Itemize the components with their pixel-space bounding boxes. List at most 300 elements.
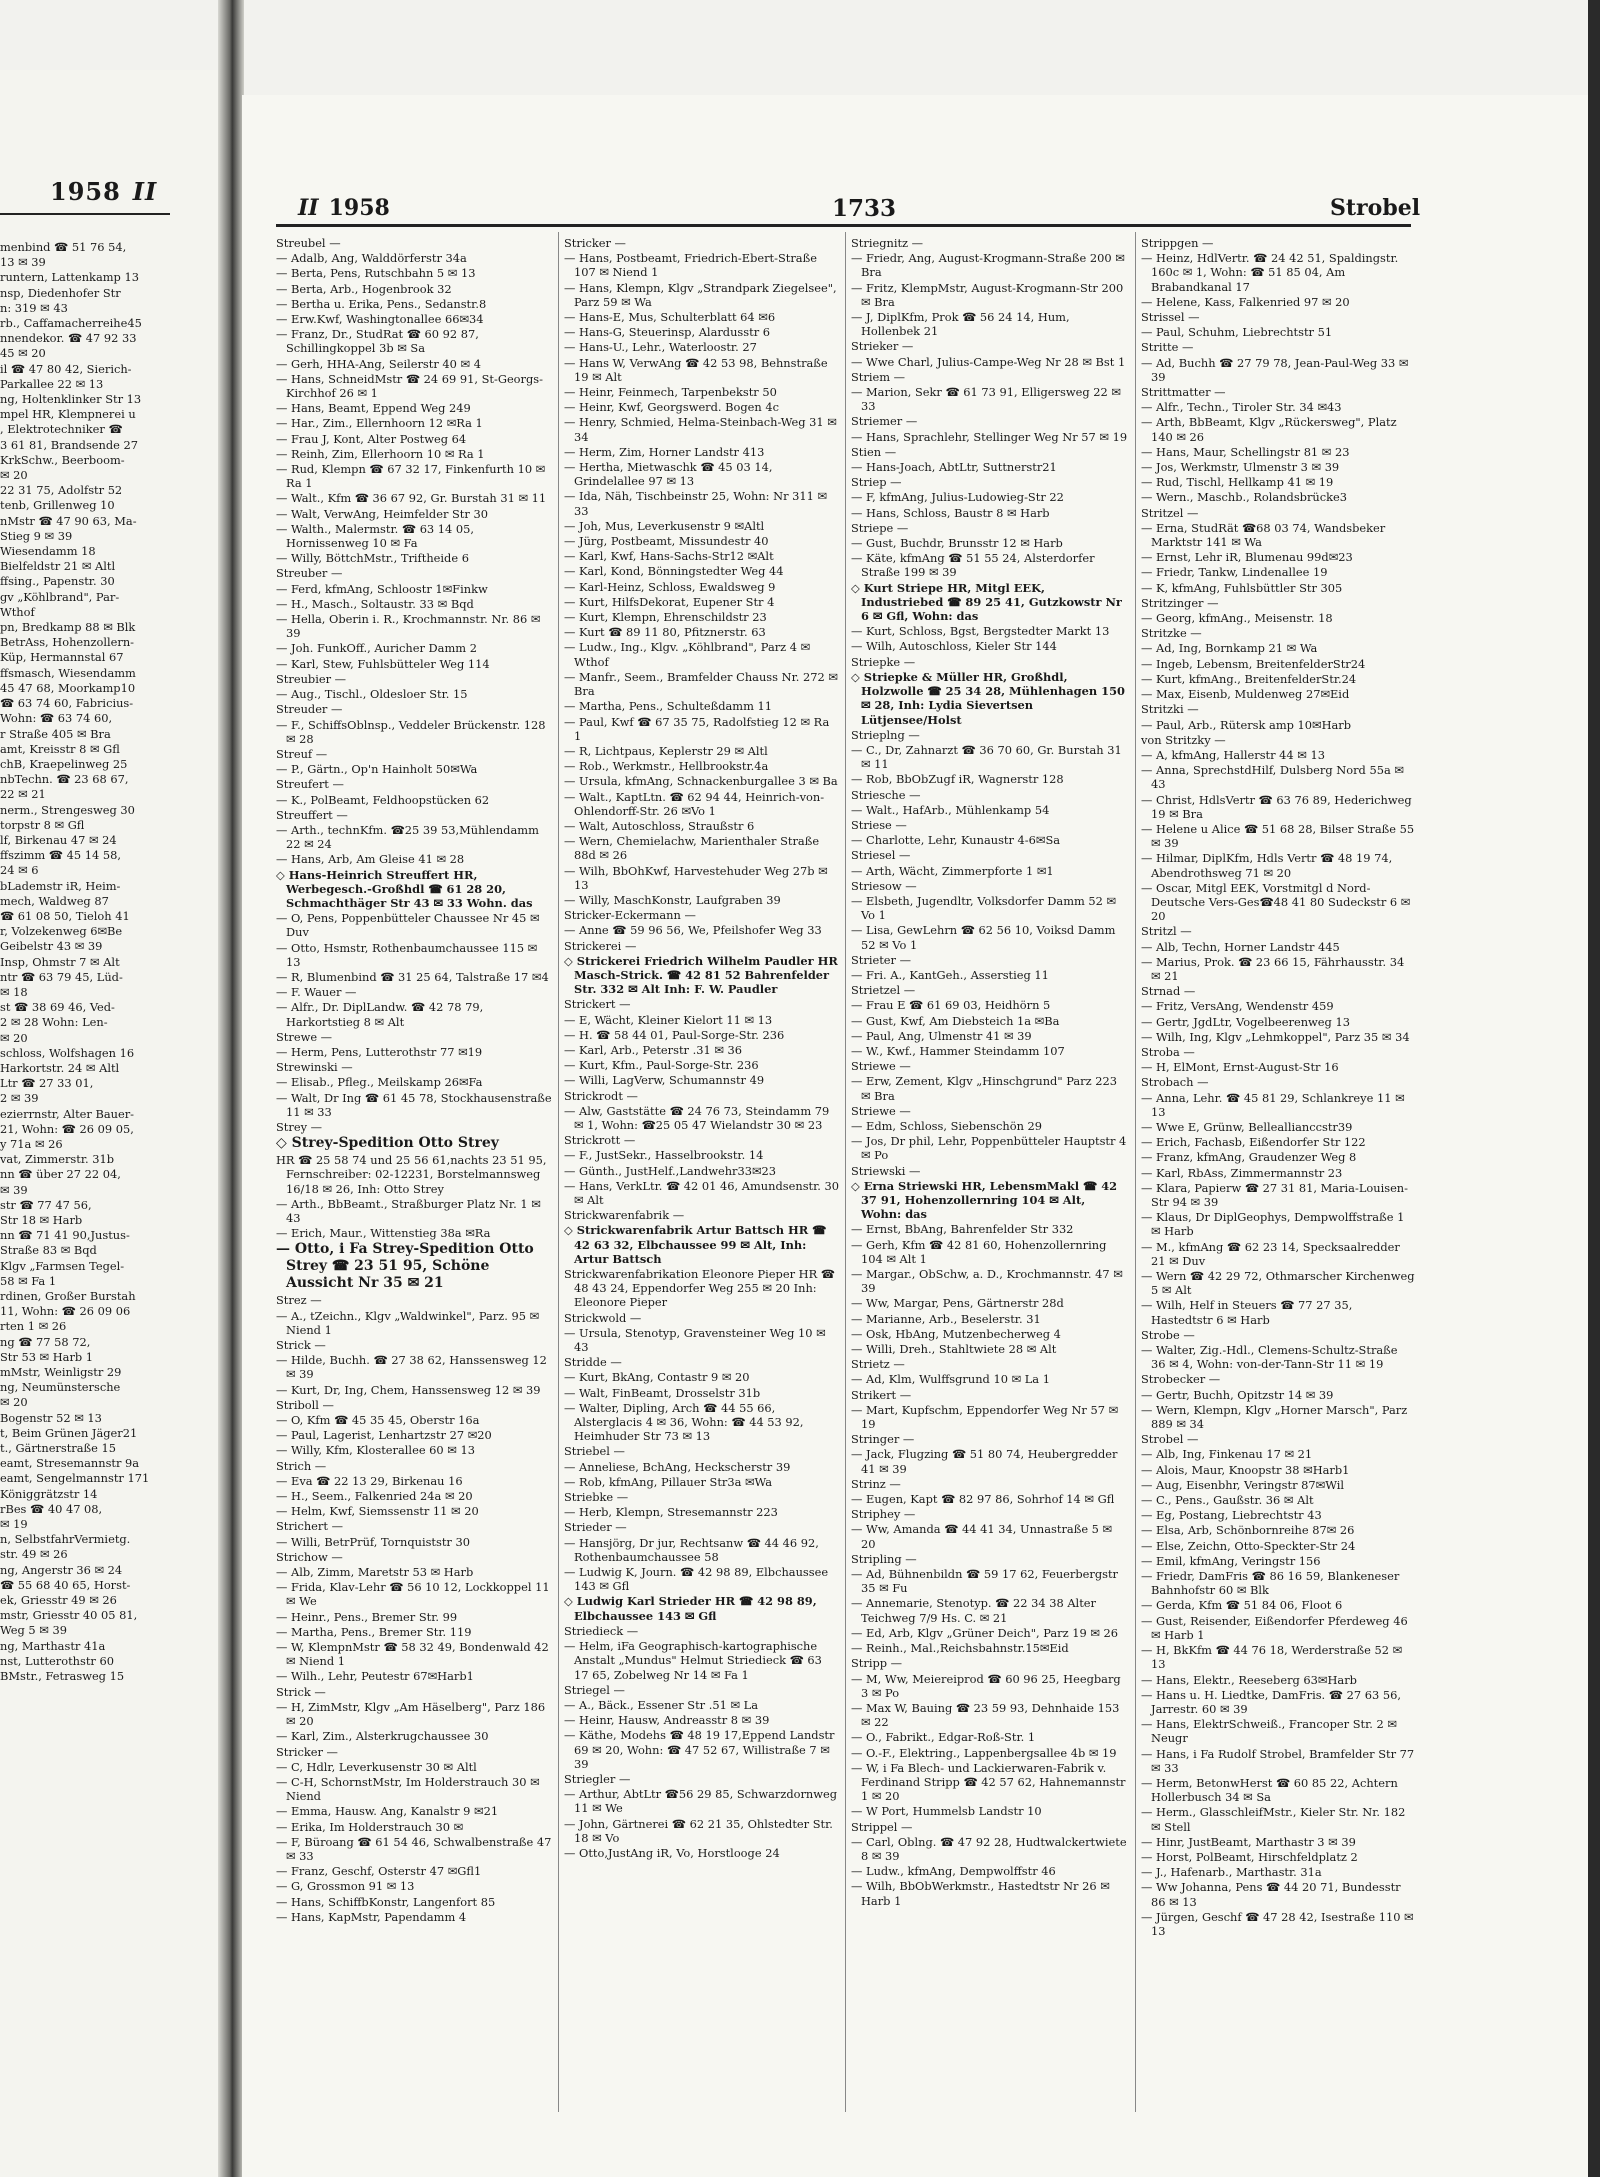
left-page-entry: Str 18 ✉ Harb <box>0 1213 83 1227</box>
directory-entry: Striebke — <box>564 1490 629 1505</box>
directory-entry: — Christ, HdlsVertr ☎ 63 76 89, Hederichweg 19 ✉ Bra <box>1141 792 1412 821</box>
directory-entry: ◇ Kurt Striepe HR, Mitgl EEK, Industriebed ☎ 89 25 41, Gutzkowstr Nr 6 ✉ Gfl, Wohn: das <box>851 580 1122 624</box>
directory-entry: — Elisab., Pfleg., Meilskamp 26✉Fa <box>276 1075 483 1090</box>
directory-entry: — F. Wauer — <box>276 985 357 1000</box>
left-page-volume: II <box>132 177 158 206</box>
directory-entry: Striegel — <box>564 1682 625 1697</box>
directory-entry: — Osk, HbAng, Mutzenbecherweg 4 <box>851 1326 1061 1341</box>
directory-entry: — Hans, ElektrSchweiß., Francoper Str. 2 ✉ Neugr <box>1141 1717 1397 1746</box>
left-page-entry: ng, Marthastr 41a <box>0 1638 106 1653</box>
directory-entry: — Anna, SprechstdHilf, Dulsberg Nord 55a ✉ 43 <box>1141 763 1404 792</box>
directory-entry: — Helm, Kwf, Siemssenstr 11 ✉ 20 <box>276 1504 479 1519</box>
directory-entry: — J., Hafenarb., Marthastr. 31a <box>1141 1865 1322 1880</box>
directory-entry: — Arth, BbBeamt, Klgv „Rückersweg", Platz 140 ✉ 26 <box>1141 415 1397 444</box>
directory-entry: Strickert — <box>564 997 631 1012</box>
directory-entry: — Walter, Dipling, Arch ☎ 44 55 66, Alsterglacis 4 ✉ 36, Wohn: ☎ 44 53 92, Heimhuder Str 73 ✉ 13 <box>564 1400 804 1444</box>
directory-entry: — Alois, Maur, Knoopstr 38 ✉Harb1 <box>1141 1462 1350 1477</box>
left-page-entry: il ☎ 47 80 42, Sierich- <box>0 361 132 376</box>
directory-entry: Striebel — <box>564 1444 625 1459</box>
directory-entry: — Walt, Dr Ing ☎ 61 45 78, Stockhausenstraße 11 ✉ 33 <box>276 1090 552 1119</box>
directory-entry: — Aug, Eisenbhr, Veringstr 87✉Wil <box>1141 1477 1345 1492</box>
directory-entry: — Wilh, Ing, Klgv „Lehmkoppel", Parz 35 ✉ 34 <box>1141 1029 1410 1044</box>
directory-entry: HR ☎ 25 58 74 und 25 56 61,nachts 23 51 95, Fernschreiber: 02-12231, Borstelmannsweg 16/18 ✉ 26, Inh: Otto Strey <box>276 1153 547 1196</box>
directory-entry: — Ludw., kfmAng, Dempwolffstr 46 <box>851 1864 1056 1879</box>
directory-entry: Stricker — <box>564 236 626 250</box>
directory-entry: — Erw, Zement, Klgv „Hinschgrund" Parz 223 ✉ Bra <box>851 1074 1117 1103</box>
directory-entry: — Herb, Klempn, Stresemannstr 223 <box>564 1505 778 1520</box>
left-page-entry: eamt, Sengelmannstr 171 <box>0 1471 150 1486</box>
directory-entry: Strewe — <box>276 1029 333 1044</box>
left-page-entry: Ltr ☎ 27 33 01, <box>0 1076 94 1091</box>
directory-entry: Strickwold — <box>564 1310 642 1325</box>
directory-entry: — Fritz, KlempMstr, August-Krogmann-Str 200 ✉ Bra <box>851 280 1124 309</box>
left-page-entry: ☎ 63 74 60, Fabricius- <box>0 696 134 711</box>
directory-column-2 <box>564 236 840 1861</box>
directory-entry: — Wilh, Autoschloss, Kieler Str 144 <box>851 639 1057 654</box>
left-page-entry: 11, Wohn: ☎ 26 09 06 <box>0 1304 131 1319</box>
directory-entry: — Gerh, HHA-Ang, Seilerstr 40 ✉ 4 <box>276 356 481 371</box>
directory-entry: — Hans, Postbeamt, Friedrich-Ebert-Straße 107 ✉ Niend 1 <box>564 251 817 280</box>
directory-entry: — Hansjörg, Dr jur, Rechtsanw ☎ 44 46 92, Rothenbaumchaussee 58 <box>564 1535 819 1564</box>
left-page-entry: 2 ✉ 28 Wohn: Len- <box>0 1015 108 1030</box>
left-page-entry: ffszimm ☎ 45 14 58, <box>0 848 121 863</box>
directory-entry: — Rob., Werkmstr., Hellbrookstr.4a <box>564 759 769 774</box>
left-page-entry: nn ☎ 71 41 90,Justus- <box>0 1228 130 1243</box>
running-head-left <box>298 195 390 221</box>
directory-entry: — F., JustSekr., Hasselbrookstr. 14 <box>564 1148 764 1163</box>
directory-entry: — C., Pens., Gaußstr. 36 ✉ Alt <box>1141 1493 1314 1508</box>
directory-entry: — J, DiplKfm, Prok ☎ 56 24 14, Hum, Hollenbek 21 <box>851 310 1070 339</box>
directory-entry: — Hans, VerkLtr. ☎ 42 01 46, Amundsenstr. 30 ✉ Alt <box>564 1178 840 1207</box>
directory-column-3 <box>851 236 1129 1909</box>
directory-entry: — Hans, Maur, Schellingstr 81 ✉ 23 <box>1141 444 1350 459</box>
directory-entry: — Karl, Zim., Alsterkrugchaussee 30 <box>276 1729 489 1744</box>
directory-entry: — Hinr, JustBeamt, Marthastr 3 ✉ 39 <box>1141 1834 1356 1849</box>
directory-entry: — Hans, SchiffbKonstr, Langenfort 85 <box>276 1894 496 1909</box>
directory-entry: Striphey — <box>851 1507 916 1522</box>
left-page-entry: Parkallee 22 ✉ 13 <box>0 376 104 391</box>
directory-entry: Streufert — <box>276 777 344 792</box>
directory-entry: Striese — <box>851 817 907 832</box>
directory-entry: — Helene, Kass, Falkenried 97 ✉ 20 <box>1141 294 1350 309</box>
directory-entry: Strickrott — <box>564 1133 636 1148</box>
directory-entry: — Friedr, Tankw, Lindenallee 19 <box>1141 565 1328 580</box>
directory-entry: — C, Hdlr, Leverkusenstr 30 ✉ Altl <box>276 1759 477 1774</box>
directory-entry: — Marion, Sekr ☎ 61 73 91, Elligersweg 22 ✉ 33 <box>851 385 1121 414</box>
directory-entry: — Heinr, Kwf, Georgswerd. Bogen 4c <box>564 400 780 415</box>
left-page-entry: ek, Griesstr 49 ✉ 26 <box>0 1593 117 1608</box>
directory-entry: — Walt, FinBeamt, Drosselstr 31b <box>564 1385 761 1400</box>
directory-entry: — Alw, Gaststätte ☎ 24 76 73, Steindamm 79 ✉ 1, Wohn: ☎25 05 47 Wielandstr 30 ✉ 23 <box>564 1103 830 1132</box>
directory-entry: Striedieck — <box>564 1623 639 1638</box>
directory-entry: — Paul, Kwf ☎ 67 35 75, Radolfstieg 12 ✉ Ra 1 <box>564 714 830 743</box>
directory-entry: — Ed, Arb, Klgv „Grüner Deich", Parz 19 ✉ 26 <box>851 1625 1118 1640</box>
directory-entry: — Frau E ☎ 61 69 03, Heidhörn 5 <box>851 998 1051 1013</box>
directory-entry: Strickrodt — <box>564 1088 638 1103</box>
directory-entry: — Emil, kfmAng, Veringstr 156 <box>1141 1553 1321 1568</box>
left-page-entry: torpstr 8 ✉ Gfl <box>0 817 85 832</box>
left-page-entry: ✉ 18 <box>0 984 28 999</box>
directory-entry: — Gerh, Kfm ☎ 42 81 60, Hohenzollernring 104 ✉ Alt 1 <box>851 1237 1107 1266</box>
left-page-entry: ✉ 20 <box>0 1030 28 1045</box>
directory-entry: — Edm, Schloss, Siebenschön 29 <box>851 1118 1043 1133</box>
left-page-entry: ezierrnstr, Alter Bauer- <box>0 1106 134 1121</box>
directory-entry: — Hans-G, Steuerinsp, Alardusstr 6 <box>564 325 771 340</box>
directory-entry: — C-H, SchornstMstr, Im Holderstrauch 30 ✉ Niend <box>276 1774 540 1804</box>
directory-entry: Streubier — <box>276 671 347 686</box>
left-page-entry: ☎ 55 68 40 65, Horst- <box>0 1577 131 1592</box>
left-page-entry: Wiesendamm 18 <box>0 544 96 559</box>
directory-entry: — Karl, RbAss, Zimmermannstr 23 <box>1141 1165 1343 1180</box>
left-page-entry: mstr, Griesstr 40 05 81, <box>0 1608 138 1623</box>
left-page-entry: Str 53 ✉ Harb 1 <box>0 1349 94 1364</box>
directory-entry: Stritte — <box>1141 340 1194 355</box>
directory-entry: Strobecker — <box>1141 1372 1221 1387</box>
directory-entry: Strikert — <box>851 1387 912 1402</box>
directory-entry: — Gertr, JgdLtr, Vogelbeerenweg 13 <box>1141 1014 1350 1029</box>
left-page-entry: BMstr., Fetrasweg 15 <box>0 1669 125 1684</box>
left-page-entry: Weg 5 ✉ 39 <box>0 1623 67 1638</box>
directory-entry: — F, Büroang ☎ 61 54 46, Schwalbenstraße 47 ✉ 33 <box>276 1834 552 1863</box>
left-page-entry: Harkortstr. 24 ✉ Altl <box>0 1060 120 1075</box>
left-page-entry: Straße 83 ✉ Bqd <box>0 1243 97 1258</box>
directory-entry: — Annemarie, Stenotyp. ☎ 22 34 38 Alter Teichweg 7/9 Hs. C. ✉ 21 <box>851 1596 1096 1625</box>
directory-entry: ◇ Striepke & Müller HR, Großhdl, Holzwolle ☎ 25 34 28, Mühlenhagen 150 ✉ 28, Inh: Lydia Sievertsen Lütjensee/Holst <box>851 669 1125 727</box>
directory-entry: — Klaus, Dr DiplGeophys, Dempwolffstraße 1 ✉ Harb <box>1141 1210 1405 1239</box>
directory-entry: — Erika, Im Holderstrauch 30 ✉ <box>276 1819 464 1834</box>
directory-entry: — Anneliese, BchAng, Heckscherstr 39 <box>564 1459 791 1474</box>
directory-entry: — Willi, Dreh., Stahltwiete 28 ✉ Alt <box>851 1342 1057 1357</box>
directory-entry: Strippgen — <box>1141 236 1214 250</box>
left-page-entry: 45 ✉ 20 <box>0 346 46 361</box>
left-page-entry: chB, Kraepelinweg 25 <box>0 756 128 771</box>
directory-entry: Stroba — <box>1141 1044 1195 1059</box>
directory-entry: — Otto,JustAng iR, Vo, Horstlooge 24 <box>564 1845 780 1860</box>
directory-entry: Striewe — <box>851 1059 911 1074</box>
directory-entry: — Hans, Klempn, Klgv „Strandpark Ziegelsee", Parz 59 ✉ Wa <box>564 280 837 309</box>
directory-entry: — Ad, Bühnenbildn ☎ 59 17 62, Feuerbergstr 35 ✉ Fu <box>851 1567 1119 1596</box>
directory-entry: — W., Kwf., Hammer Steindamm 107 <box>851 1043 1065 1058</box>
left-page-entry: ✉ 39 <box>0 1182 28 1197</box>
left-page-entry: amt, Kreisstr 8 ✉ Gfl <box>0 741 120 756</box>
directory-entry: — Hertha, Mietwaschk ☎ 45 03 14, Grindelallee 97 ✉ 13 <box>564 460 773 489</box>
left-page-entry: ng, Neumünstersche <box>0 1380 121 1395</box>
directory-entry: — Wilh, BbOhKwf, Harvestehuder Weg 27b ✉ 13 <box>564 863 828 892</box>
directory-entry: — Ww, Amanda ☎ 44 41 34, Unnastraße 5 ✉ 20 <box>851 1522 1113 1551</box>
left-page-entry: 22 31 75, Adolfstr 52 <box>0 483 123 498</box>
directory-entry: — Karl, Arb., Peterstr .31 ✉ 36 <box>564 1042 743 1057</box>
directory-entry: — Jos, Dr phil, Lehr, Poppenbütteler Hauptstr 4 ✉ Po <box>851 1134 1127 1163</box>
directory-entry: — Alb, Ing, Finkenau 17 ✉ 21 <box>1141 1447 1313 1462</box>
directory-entry: — Wern., Maschb., Rolandsbrücke3 <box>1141 490 1348 505</box>
directory-entry: — Willy, Kfm, Klosterallee 60 ✉ 13 <box>276 1443 475 1458</box>
running-head-name: Strobel <box>1330 195 1421 221</box>
directory-entry: — Berta, Pens, Rutschbahn 5 ✉ 13 <box>276 266 476 281</box>
directory-entry: Stritzke — <box>1141 626 1202 641</box>
directory-entry: — Heinz, HdlVertr. ☎ 24 42 51, Spaldingstr. 160c ✉ 1, Wohn: ☎ 51 85 04, Am Brabandkanal 17 <box>1141 251 1399 294</box>
directory-entry: — Wilh, BbObWerkmstr., Hastedtstr Nr 26 ✉ Harb 1 <box>851 1879 1110 1908</box>
directory-entry: — Martha, Pens., Bremer Str. 119 <box>276 1624 472 1639</box>
left-page-entry: ntr ☎ 63 79 45, Lüd- <box>0 969 123 984</box>
directory-entry: Strickerei — <box>564 938 637 953</box>
directory-entry: — Anna, Lehr. ☎ 45 81 29, Schlankreye 11 ✉ 13 <box>1141 1090 1405 1119</box>
left-page-entry: ✉ 20 <box>0 1395 28 1410</box>
directory-entry: — Jürgen, Geschf ☎ 47 28 42, Isestraße 110 ✉ 13 <box>1141 1909 1414 1938</box>
directory-entry: Strich — <box>276 1458 327 1473</box>
directory-entry: — Jack, Flugzing ☎ 51 80 74, Heubergredder 41 ✉ 39 <box>851 1447 1118 1476</box>
directory-entry: Strippel — <box>851 1819 913 1834</box>
directory-entry: — Alb, Techn, Horner Landstr 445 <box>1141 939 1340 954</box>
directory-entry: — Heinr., Pens., Bremer Str. 99 <box>276 1609 458 1624</box>
directory-entry: — M., kfmAng ☎ 62 23 14, Specksaalredder 21 ✉ Duv <box>1141 1239 1400 1268</box>
directory-entry: Strieker — <box>851 339 914 354</box>
directory-entry: Striesow — <box>851 878 917 893</box>
directory-entry: — G, Grossmon 91 ✉ 13 <box>276 1879 415 1894</box>
directory-entry: — Ernst, Lehr iR, Blumenau 99d✉23 <box>1141 550 1353 565</box>
left-page-header <box>50 177 157 206</box>
directory-entry: — H, ZimMstr, Klgv „Am Häselberg", Parz 186 ✉ 20 <box>276 1699 546 1729</box>
left-page-entry: ✉ 20 <box>0 468 28 483</box>
directory-entry: — Heinr, Feinmech, Tarpenbekstr 50 <box>564 385 777 400</box>
directory-column-4 <box>1141 236 1415 1939</box>
directory-entry: — Lisa, GewLehrn ☎ 62 56 10, Voiksd Damm 52 ✉ Vo 1 <box>851 923 1116 952</box>
directory-entry: Striep — <box>851 475 902 490</box>
left-page-entry: nnendekor. ☎ 47 92 33 <box>0 331 137 346</box>
directory-entry: Stringer — <box>851 1432 915 1447</box>
left-page-entry: eamt, Stresemannstr 9a <box>0 1456 140 1471</box>
left-page-entry: tenb, Grillenweg 10 <box>0 498 115 513</box>
directory-entry: — Ww, Margar, Pens, Gärtnerstr 28d <box>851 1296 1064 1311</box>
directory-entry: — Mart, Kupfschm, Eppendorfer Weg Nr 57 ✉ 19 <box>851 1402 1119 1432</box>
directory-entry: — Hans, SchneidMstr ☎ 24 69 91, St-Georgs-Kirchhof 26 ✉ 1 <box>276 371 543 401</box>
directory-entry: ◇ Hans-Heinrich Streuffert HR, Werbegesch.-Großhdl ☎ 61 28 20, Schmachthäger Str 43 ✉ 33 Wohn. das <box>276 867 533 910</box>
directory-entry: — Kurt, Dr, Ing, Chem, Hanssensweg 12 ✉ 39 <box>276 1382 541 1397</box>
directory-entry: — Alb, Zimm, Maretstr 53 ✉ Harb <box>276 1565 474 1580</box>
left-page-entry: t., Gärtnerstraße 15 <box>0 1441 116 1456</box>
directory-entry: Striegnitz — <box>851 236 924 250</box>
directory-entry: Stridde — <box>564 1355 622 1370</box>
directory-entry: — Herm, Zim, Horner Landstr 413 <box>564 444 765 459</box>
directory-entry: — Klara, Papierw ☎ 27 31 81, Maria-Louisen-Str 94 ✉ 39 <box>1141 1180 1408 1209</box>
directory-entry: — Otto, Hsmstr, Rothenbaumchaussee 115 ✉ 13 <box>276 940 538 969</box>
left-page-entry: ng, Holtenklinker Str 13 <box>0 392 142 407</box>
left-page-entry: gv „Köhlbrand", Par- <box>0 589 120 604</box>
directory-entry: — Kurt, kfmAng., BreitenfelderStr.24 <box>1141 671 1357 686</box>
directory-entry: — Frau J, Kont, Alter Postweg 64 <box>276 431 467 446</box>
left-page-entry: ffsing., Papenstr. 30 <box>0 574 115 589</box>
directory-entry: — W, i Fa Blech- und Lackierwaren-Fabrik v. Ferdinand Stripp ☎ 42 57 62, Hahnemannstr 1 ✉ 20 <box>851 1760 1126 1804</box>
directory-entry: — Paul, Lagerist, Lenhartzstr 27 ✉20 <box>276 1428 492 1443</box>
directory-entry: — Erw.Kwf, Washingtonallee 66✉34 <box>276 312 484 327</box>
directory-entry: — Gust, Buchdr, Brunsstr 12 ✉ Harb <box>851 536 1063 551</box>
directory-entry: — Walt., Kfm ☎ 36 67 92, Gr. Burstah 31 ✉ 11 <box>276 491 547 506</box>
directory-entry: — Rob, BbObZugf iR, Wagnerstr 128 <box>851 772 1064 787</box>
left-page-entry: st ☎ 38 69 46, Ved- <box>0 1000 115 1015</box>
directory-entry: — Wern ☎ 42 29 72, Othmarscher Kirchenweg 5 ✉ Alt <box>1141 1269 1415 1298</box>
directory-entry: — Gertr, Buchh, Opitzstr 14 ✉ 39 <box>1141 1387 1334 1402</box>
directory-entry: Stripling — <box>851 1551 917 1566</box>
directory-entry: — Hilmar, DiplKfm, Hdls Vertr ☎ 48 19 74, Abendrothsweg 71 ✉ 20 <box>1141 851 1393 880</box>
directory-entry: — Karl, Kond, Bönningstedter Weg 44 <box>564 564 784 579</box>
directory-entry: Stritzl — <box>1141 924 1192 939</box>
directory-entry: — Wilh, Helf in Steuers ☎ 77 27 35, Hastedtstr 6 ✉ Harb <box>1141 1298 1353 1327</box>
directory-entry: — Hans, Beamt, Eppend Weg 249 <box>276 401 471 416</box>
directory-entry: Strey — <box>276 1119 323 1134</box>
left-page-entry: 58 ✉ Fa 1 <box>0 1273 57 1288</box>
directory-entry: — Max, Eisenb, Muldenweg 27✉Eid <box>1141 687 1350 702</box>
directory-entry: — C., Dr, Zahnarzt ☎ 36 70 60, Gr. Burstah 31 ✉ 11 <box>851 742 1122 772</box>
directory-entry: — Adalb, Ang, Walddörferstr 34a <box>276 251 467 266</box>
directory-entry: — Kurt, Kfm., Paul-Sorge-Str. 236 <box>564 1058 759 1073</box>
left-page-entry: ng, Angerstr 36 ✉ 24 <box>0 1562 123 1577</box>
left-page-entry: r Straße 405 ✉ Bra <box>0 726 111 741</box>
directory-entry: — A., tZeichn., Klgv „Waldwinkel", Parz. 95 ✉ Niend 1 <box>276 1308 540 1337</box>
directory-entry: Streubel — <box>276 236 341 250</box>
directory-entry: — H, ElMont, Ernst-August-Str 16 <box>1141 1060 1339 1075</box>
directory-entry: — O, Pens, Poppenbütteler Chaussee Nr 45 ✉ Duv <box>276 911 540 940</box>
left-page-entry: 45 47 68, Moorkamp10 <box>0 680 136 695</box>
directory-entry: Stricker — <box>276 1744 338 1759</box>
directory-entry: — Henry, Schmied, Helma-Steinbach-Weg 31 ✉ 34 <box>564 415 837 444</box>
directory-entry: Striepe — <box>851 520 909 535</box>
left-page-entry: nst, Lutterothstr 60 <box>0 1653 114 1668</box>
directory-entry: — Har., Zim., Ellernhoorn 12 ✉Ra 1 <box>276 416 483 431</box>
directory-entry: — Jos, Werkmstr, Ulmenstr 3 ✉ 39 <box>1141 460 1340 475</box>
directory-entry: — Hans-Joach, AbtLtr, Suttnerstr21 <box>851 460 1057 475</box>
directory-entry: — Willi, BetrPrüf, Tornquiststr 30 <box>276 1534 470 1549</box>
directory-entry: Strieter — <box>851 952 911 967</box>
left-page-entry: nerm., Strengesweg 30 <box>0 802 135 817</box>
directory-entry: von Stritzky — <box>1141 732 1226 747</box>
directory-entry: Strickwarenfabrikation Eleonore Pieper HR ☎ 48 43 24, Eppendorfer Weg 255 ✉ 20 Inh: Eleonore Pieper <box>564 1267 835 1310</box>
directory-entry: — Wern, Chemielachw, Marienthaler Straße 88d ✉ 26 <box>564 834 820 863</box>
directory-entry: Strittmatter — <box>1141 385 1226 400</box>
directory-entry: — Käte, kfmAng ☎ 51 55 24, Alsterdorfer Straße 199 ✉ 39 <box>851 551 1095 580</box>
directory-entry: — Hilde, Buchh. ☎ 27 38 62, Hanssensweg 12 ✉ 39 <box>276 1353 547 1382</box>
directory-entry: ◇ Erna Striewski HR, LebensmMakl ☎ 42 37 91, Hohenzollernring 104 ✉ Alt, Wohn: das <box>851 1178 1118 1222</box>
directory-entry: — Marianne, Arb., Beselerstr. 31 <box>851 1311 1041 1326</box>
directory-entry: — H., Seem., Falkenried 24a ✉ 20 <box>276 1489 473 1504</box>
left-page-entry: BetrAss, Hohenzollern- <box>0 635 135 650</box>
directory-entry: — Ad, Buchh ☎ 27 79 78, Jean-Paul-Weg 33 ✉ 39 <box>1141 355 1409 384</box>
directory-entry: — Fri. A., KantGeh., Asserstieg 11 <box>851 967 1049 982</box>
left-page-entry: str. 49 ✉ 26 <box>0 1547 68 1562</box>
left-page-entry: schloss, Wolfshagen 16 <box>0 1045 135 1060</box>
left-page-entry: Stieg 9 ✉ 39 <box>0 528 73 543</box>
directory-entry: Striemer — <box>851 414 918 429</box>
directory-entry: Strieder — <box>564 1520 627 1535</box>
directory-entry: — O.-F., Elektring., Lappenbergsallee 4b ✉ 19 <box>851 1745 1117 1760</box>
left-page-entry: 3 61 81, Brandsende 27 <box>0 437 139 452</box>
directory-entry: — Jürg, Postbeamt, Missundestr 40 <box>564 534 769 549</box>
directory-entry: — Carl, Oblng. ☎ 47 92 28, Hudtwalckertwiete 8 ✉ 39 <box>851 1834 1127 1863</box>
directory-entry: — Karl-Heinz, Schloss, Ewaldsweg 9 <box>564 579 776 594</box>
directory-entry: Striewski — <box>851 1163 921 1178</box>
directory-entry: — Rud, Klempn ☎ 67 32 17, Finkenfurth 10 ✉ Ra 1 <box>276 462 546 491</box>
directory-entry: — Franz, kfmAng, Graudenzer Weg 8 <box>1141 1150 1357 1165</box>
left-page-entry: mech, Waldweg 87 <box>0 893 109 908</box>
directory-entry: — Martha, Pens., Schulteßdamm 11 <box>564 699 773 714</box>
directory-entry: ◇ Strickerei Friedrich Wilhelm Paudler HR Masch-Strick. ☎ 42 81 52 Bahrenfelder Str. 332 ✉ Alt Inh: F. W. Paudler <box>564 953 838 997</box>
directory-entry: — Anne ☎ 59 96 56, We, Pfeilshofer Weg 33 <box>564 923 822 938</box>
left-page-entry: mMstr, Weinligstr 29 <box>0 1365 122 1380</box>
directory-entry: Stritzinger — <box>1141 595 1219 610</box>
left-page-entry: str ☎ 77 47 56, <box>0 1197 92 1212</box>
directory-entry: — Max W, Bauing ☎ 23 59 93, Dehnhaide 153 ✉ 22 <box>851 1700 1120 1730</box>
left-page-entry: rdinen, Großer Burstah <box>0 1289 136 1304</box>
left-page-entry: menbind ☎ 51 76 54, <box>0 240 127 254</box>
directory-entry: — Hans-E, Mus, Schulterblatt 64 ✉6 <box>564 310 776 325</box>
directory-entry: — Arth, Wächt, Zimmerpforte 1 ✉1 <box>851 863 1054 878</box>
left-page-entry: Wthof <box>0 604 35 619</box>
directory-entry: — Joh, Mus, Leverkusenstr 9 ✉Altl <box>564 518 765 533</box>
directory-entry: — Franz, Geschf, Osterstr 47 ✉Gfl1 <box>276 1864 482 1879</box>
left-page-entry: Wohn: ☎ 63 74 60, <box>0 711 113 726</box>
directory-entry: — P., Gärtn., Op'n Hainholt 50✉Wa <box>276 762 478 777</box>
directory-entry: — Erich, Maur., Wittenstieg 38a ✉Ra <box>276 1226 491 1241</box>
directory-entry: Strichert — <box>276 1519 343 1534</box>
left-page-entry: KrkSchw., Beerboom- <box>0 452 125 467</box>
left-page-entry: 21, Wohn: ☎ 26 09 05, <box>0 1121 134 1136</box>
directory-entry: — Willy, MaschKonstr, Laufgraben 39 <box>564 892 781 907</box>
left-page-entry: Bogenstr 52 ✉ 13 <box>0 1410 102 1425</box>
directory-entry: — H., Masch., Soltaustr. 33 ✉ Bqd <box>276 596 474 611</box>
left-page-entry: nsp, Diedenhofer Str <box>0 285 121 300</box>
directory-entry: — O., Fabrikt., Edgar-Roß-Str. 1 <box>851 1730 1036 1745</box>
directory-entry: Striesel — <box>851 848 911 863</box>
directory-entry: — Ludwig K, Journ. ☎ 42 98 89, Elbchaussee 143 ✉ Gfl <box>564 1565 829 1594</box>
directory-entry: ◇ Strey-Spedition Otto Strey <box>276 1135 499 1152</box>
directory-entry: — F, kfmAng, Julius-Ludowieg-Str 22 <box>851 490 1064 505</box>
directory-entry: — Ida, Näh, Tischbeinstr 25, Wohn: Nr 311 ✉ 33 <box>564 489 828 518</box>
directory-entry: Streuber — <box>276 566 343 581</box>
directory-entry: — Herm, BetonwHerst ☎ 60 85 22, Achtern Hollerbusch 34 ✉ Sa <box>1141 1775 1398 1805</box>
directory-entry: — Else, Zeichn, Otto-Speckter-Str 24 <box>1141 1538 1356 1553</box>
directory-entry: — Arth., BbBeamt., Straßburger Platz Nr. 1 ✉ 43 <box>276 1196 541 1225</box>
directory-entry: — Arth., technKfm. ☎25 39 53,Mühlendamm 22 ✉ 24 <box>276 822 539 852</box>
directory-entry: — Kurt, HilfsDekorat, Eupener Str 4 <box>564 594 775 609</box>
directory-entry: Stricker-Eckermann — <box>564 908 696 923</box>
year-label: 1958 <box>328 195 390 221</box>
directory-entry: — Willy, BöttchMstr., Triftheide 6 <box>276 551 469 566</box>
left-page-entry: ☎ 61 08 50, Tieloh 41 <box>0 908 130 923</box>
directory-entry: Strissel — <box>1141 310 1200 325</box>
column-divider <box>558 232 559 2112</box>
left-page-entry: 22 ✉ 21 <box>0 787 46 802</box>
directory-entry: — Paul, Schuhm, Liebrechtstr 51 <box>1141 325 1333 340</box>
directory-entry: — Alfr., Techn., Tiroler Str. 34 ✉43 <box>1141 400 1342 415</box>
directory-entry: — Elsa, Arb, Schönbornreihe 87✉ 26 <box>1141 1523 1355 1538</box>
directory-entry: — Herm., GlasschleifMstr., Kieler Str. Nr. 182 ✉ Stell <box>1141 1805 1406 1834</box>
directory-entry: — Aug., Tischl., Oldesloer Str. 15 <box>276 687 468 702</box>
directory-entry: — Wilh., Lehr, Peutestr 67✉Harb1 <box>276 1669 474 1684</box>
directory-entry: — Georg, kfmAng., Meisenstr. 18 <box>1141 611 1333 626</box>
directory-entry: — Friedr, Ang, August-Krogmann-Straße 200 ✉ Bra <box>851 251 1125 280</box>
directory-entry: — Alfr., Dr. DiplLandw. ☎ 42 78 79, Harkortstieg 8 ✉ Alt <box>276 1000 484 1029</box>
directory-entry: Strichow — <box>276 1549 343 1564</box>
directory-entry: Striewe — <box>851 1103 911 1118</box>
directory-entry: — Reinh., Mal.,Reichsbahnstr.15✉Eid <box>851 1641 1069 1656</box>
directory-entry: Strez — <box>276 1293 322 1308</box>
directory-entry: Stripp — <box>851 1656 903 1671</box>
left-page-entry: y 71a ✉ 26 <box>0 1136 63 1151</box>
directory-entry: — Walt., HafArb., Mühlenkamp 54 <box>851 802 1050 817</box>
directory-entry: — Hans, Elektr., Reeseberg 63✉Harb <box>1141 1672 1357 1687</box>
directory-entry: — Hans W, VerwAng ☎ 42 53 98, Behnstraße 19 ✉ Alt <box>564 355 828 384</box>
directory-entry: — Rud, Tischl, Hellkamp 41 ✉ 19 <box>1141 475 1334 490</box>
directory-entry: — Helm, iFa Geographisch-kartographische Anstalt „Mundus" Helmut Striedieck ☎ 63 17 65, Zobelweg Nr 14 ✉ Fa 1 <box>564 1639 822 1682</box>
directory-entry: Strnad — <box>1141 984 1196 999</box>
